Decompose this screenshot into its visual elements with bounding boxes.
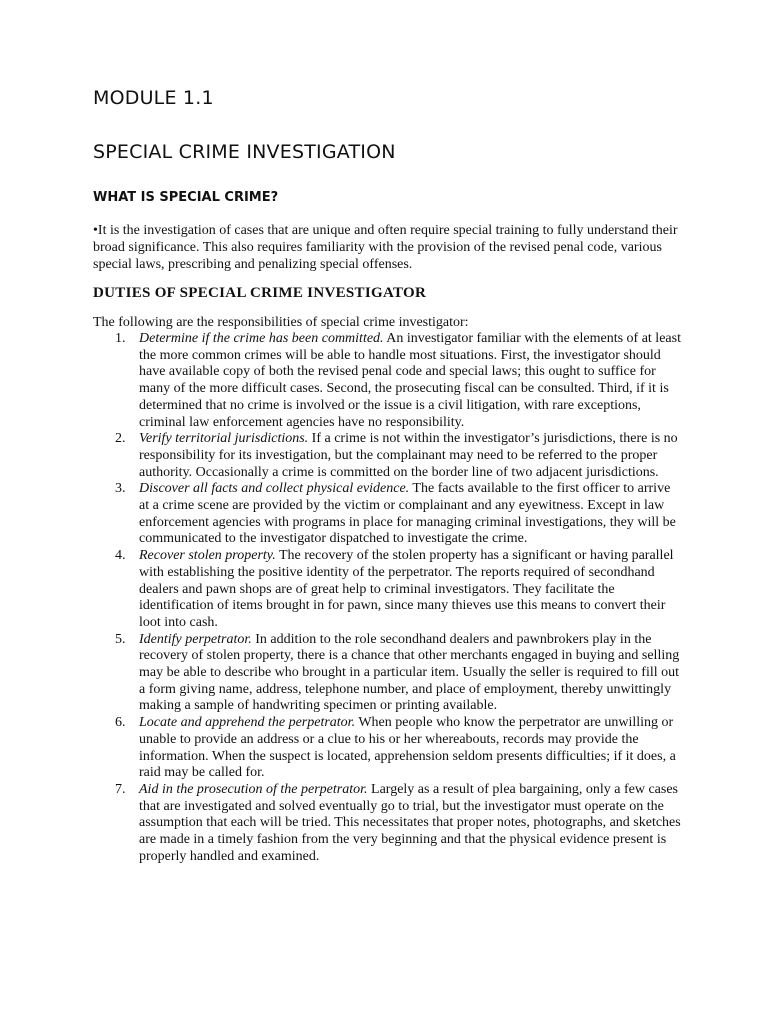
list-item-text: The recovery of the stolen property has a significant or having parallel with establishing the positive identity of the perpetrator. The reports required of secondhand dealers and pawn shops are of great help to criminal investigators. They facilitate the identification of items brought in for pawn, since many thieves use this means to convert their loot into cash. [139,548,674,630]
list-item-text: If a crime is not within the investigator’s jurisdictions, there is no responsibility for its investigation, but the complainant may need to be referred to the proper authority. Occasionally a crime is committed on the border line of two adjacent jurisdictions. [139,431,678,480]
list-item-text: Largely as a result of plea bargaining, only a few cases that are investigated and solved eventually go to trial, but the investigator must operate on the assumption that each will be tried. This necessitates that proper notes, photographs, and sketches are made in a timely fashion from the very beginning and that the physical evidence present is properly handled and examined. [139,781,681,864]
list-item [93,331,683,431]
list-item-number: 2. [115,431,126,447]
list-item-lead: Determine if the crime has been committed. [139,331,384,346]
list-item-text: The facts available to the first officer to arrive at a crime scene are provided by the victim or complainant and any eyewitness. Except in law enforcement agencies with programs in place for managing criminal investigations, they will be communicated to the investigator dispatched to investigate the crime. [139,481,676,547]
list-item-lead: Verify territorial jurisdictions. [139,431,309,447]
duties-lead: The following are the responsibilities of special crime investigator: [93,315,469,330]
page-title: SPECIAL CRIME INVESTIGATION [93,141,396,163]
module-heading: MODULE 1.1 [93,87,214,109]
list-item-lead: Recover stolen property. [139,548,276,564]
section-subheading: WHAT IS SPECIAL CRIME? [93,190,279,205]
duties-heading: DUTIES OF SPECIAL CRIME INVESTIGATOR [93,285,427,301]
intro-paragraph: •It is the investigation of cases that are unique and often require special training to fully understand their broad significance. This also requires familiarity with the provision of the revised penal code, various special laws, prescribing and penalizing special offenses. [93,223,678,272]
list-item [93,548,683,632]
list-item [93,481,683,548]
list-item [93,431,683,481]
list-item-lead: Identify perpetrator. [139,631,252,647]
list-item [93,715,683,782]
list-item-number: 3. [115,481,126,497]
list-item [93,782,683,866]
list-item-text: In addition to the role secondhand dealers and pawnbrokers play in the recovery of stolen property, there is a chance that other merchants engaged in buying and selling may be able to describe who brought in a particular item. Usually the seller is required to fill out a form giving name, address, telephone number, and place of employment, thereby unwittingly making a sample of handwriting specimen or printing available. [139,631,680,714]
list-item-number: 6. [115,715,126,731]
list-item-number: 7. [115,781,126,797]
list-item-text: An investigator familiar with the elements of at least the more common crimes will be able to handle most situations. First, the investigator should have available copy of both the revised penal code and special laws; this ought to suffice for many of the more difficult cases. Second, the prosecuting fiscal can be consulted. Third, if it is determined that no crime is involved or the issue is a civil litigation, with rare exceptions, criminal law enforcement agencies have no responsibility. [139,331,681,430]
list-item [93,632,683,716]
list-item-number: 5. [115,631,126,647]
list-item-lead: Discover all facts and collect physical evidence. [139,481,410,497]
list-item-number: 4. [115,548,126,564]
list-item-text: When people who know the perpetrator are unwilling or unable to provide an address or a clue to his or her whereabouts, records may provide the information. When the suspect is located, apprehension seldom presents difficulties; if it does, a raid may be called for. [139,715,676,781]
list-item-number: 1. [115,331,126,346]
list-item-lead: Aid in the prosecution of the perpetrator. [139,781,368,797]
duties-list [93,331,683,866]
list-item-lead: Locate and apprehend the perpetrator. [139,715,356,731]
